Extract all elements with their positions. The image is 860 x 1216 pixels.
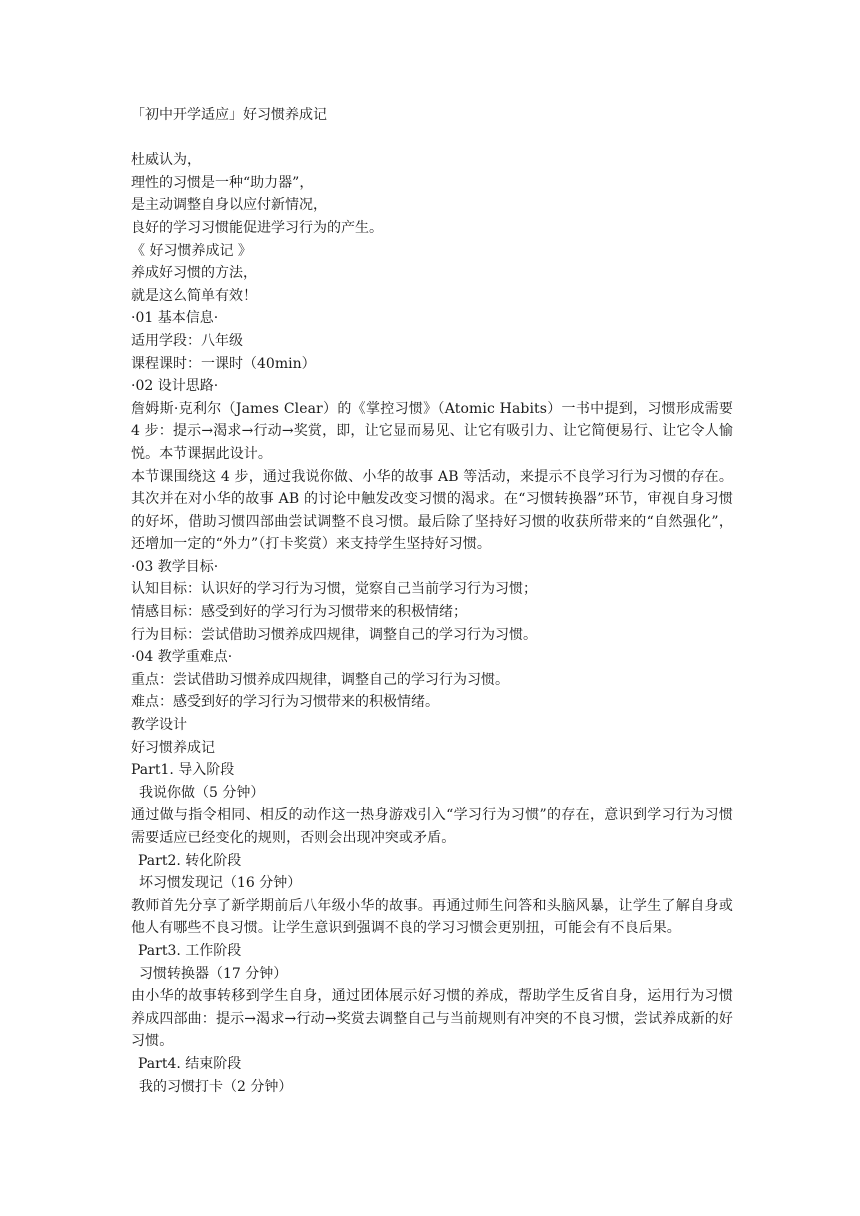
section-heading-key-points: ·04 教学重难点· <box>131 649 233 666</box>
teaching-design-subtitle: 好习惯养成记 <box>131 739 215 756</box>
part1-label: Part1. 导入阶段 <box>131 762 235 779</box>
teaching-design-heading: 教学设计 <box>131 717 187 734</box>
part2-description: 教师首先分享了新学期前后八年级小华的故事。再通过师生问答和头脑风暴，让学生了解自身或他人有哪些不良习惯。让学生意识到强调不良的学习习惯会更别扭，可能会有不良后果。 <box>131 897 733 937</box>
section-heading-basic-info: ·01 基本信息· <box>131 310 219 327</box>
objective-behavioral: 行为目标：尝试借助习惯养成四规律，调整自己的学习行为习惯。 <box>131 626 537 643</box>
difficulty-point: 难点：感受到好的学习行为习惯带来的积极情绪。 <box>131 694 439 711</box>
design-idea-paragraph: 詹姆斯·克利尔（James Clear）的《掌控习惯》（Atomic Habits）一书中提到，习惯形成需要 4 步：提示→渴求→行动→奖赏，即，让它显而易见、让它有吸引力、让它简便易行、让它令人愉悦。本节课据此设计。 <box>131 400 733 462</box>
grade-info: 适用学段：八年级 <box>131 332 243 349</box>
section-heading-design-idea: ·02 设计思路· <box>131 378 219 395</box>
intro-line: 良好的学习习惯能促进学习行为的产生。 <box>131 219 383 236</box>
intro-line: 养成好习惯的方法， <box>131 265 257 282</box>
part3-activity: 习惯转换器（17 分钟） <box>139 965 288 982</box>
part3-label: Part3. 工作阶段 <box>138 942 242 959</box>
objective-cognitive: 认知目标：认识好的学习行为习惯，觉察自己当前学习行为习惯； <box>131 581 537 598</box>
intro-line: 是主动调整自身以应付新情况， <box>131 197 327 214</box>
part2-activity: 坏习惯发现记（16 分钟） <box>139 875 302 892</box>
part3-description: 由小华的故事转移到学生自身，通过团体展示好习惯的养成，帮助学生反省自身，运用行为习惯养成四部曲：提示→渴求→行动→奖赏去调整自己与当前规则有冲突的不良习惯，尝试养成新的好习惯。 <box>131 988 733 1050</box>
section-heading-objectives: ·03 教学目标· <box>131 558 219 575</box>
part4-activity: 我的习惯打卡（2 分钟） <box>139 1078 293 1095</box>
part4-label: Part4. 结束阶段 <box>138 1055 242 1072</box>
intro-line: 就是这么简单有效！ <box>131 287 257 304</box>
document-body <box>131 104 733 1098</box>
intro-line: 《 好习惯养成记 》 <box>131 242 252 259</box>
design-idea-paragraph: 本节课围绕这 4 步，通过我说你做、小华的故事 AB 等活动，来提示不良学习行为习惯的存在。其次并在对小华的故事 AB 的讨论中触发改变习惯的渴求。在“习惯转换器”环节，审视自身习惯的好坏，借助习惯四部曲尝试调整不良习惯。最后除了坚持好习惯的收获所带来的“自然强化”，还增加一定的“外力”（打卡奖赏）来支持学生坚持好习惯。 <box>131 468 733 553</box>
document-title: 「初中开学适应」好习惯养成记 <box>131 107 327 123</box>
intro-line: 杜威认为， <box>131 152 201 169</box>
part1-activity: 我说你做（5 分钟） <box>139 784 265 801</box>
intro-line: 理性的习惯是一种“助力器”， <box>131 174 314 191</box>
blank-line <box>131 127 733 150</box>
key-point: 重点：尝试借助习惯养成四规律，调整自己的学习行为习惯。 <box>131 671 509 688</box>
part2-label: Part2. 转化阶段 <box>138 852 242 869</box>
part1-description: 通过做与指令相同、相反的动作这一热身游戏引入“学习行为习惯”的存在，意识到学习行为习惯需要适应已经变化的规则，否则会出现冲突或矛盾。 <box>131 807 733 846</box>
hours-info: 课程课时：一课时（40min） <box>131 355 316 372</box>
objective-emotional: 情感目标：感受到好的学习行为习惯带来的积极情绪； <box>131 604 467 621</box>
